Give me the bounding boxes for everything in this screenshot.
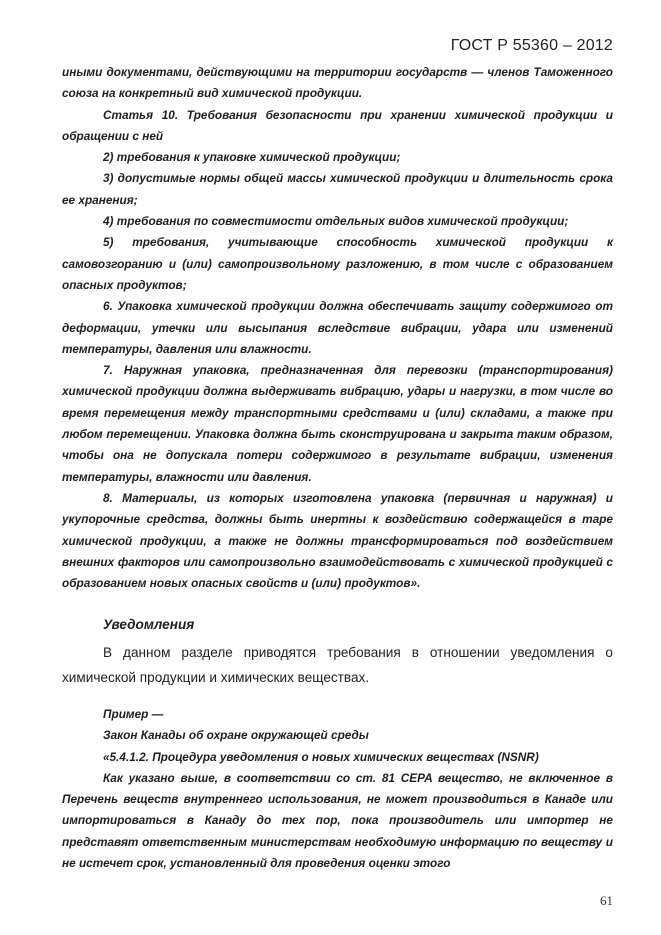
paragraph: Статья 10. Требования безопасности при хранении химической продукции и обращении с ней (62, 107, 613, 143)
example-law-title: Закон Канады об охране окружающей среды (103, 728, 369, 743)
paragraph: 6. Упаковка химической продукции должна обеспечивать защиту содержимого от деформации, утечки или высыпания вследствие вибрации, удара или изменений температуры, давления или влажности. (62, 299, 613, 356)
paragraph: В данном разделе приводятся требования в отношении уведомления о химической продукции и химических веществах. (62, 645, 613, 685)
page-number: 61 (600, 893, 613, 908)
paragraph: 7. Наружная упаковка, предназначенная для перевозки (транспортирования) химической продукции должна выдерживать вибрацию, удары и нагрузки, в том числе во время перемещения между транспортными средствами и (или) складами, а также при любом перемещении. Упаковка должна быть сконструирована и закрыта таким образом, чтобы она не допускала потери содержимого в результате вибрации, изменения температуры, влажности или давления. (62, 363, 613, 484)
paragraph: 5) требования, учитывающие способность химической продукции к самовозгоранию и (или) самопроизвольному разложению, в том числе с образованием опасных продуктов; (62, 235, 613, 292)
paragraph: 8. Материалы, из которых изготовлена упаковка (первичная и наружная) и укупорочные средства, должны быть инертны к воздействию содержащейся в таре химической продукции, а также не должны трансформироваться под воздействием внешних факторов или самопроизвольно взаимодействовать с химической продукцией с образованием новых опасных свойств и (или) продуктов». (62, 490, 613, 591)
example-text: Как указано выше, в соответствии со ст. 81 CEPA вещество, не включенное в Перечень веществ внутреннего использования, не может производиться в Канаде или импортироваться в Канаду до тех пор, пока производитель или импортер не представят ответственным министерствам необходимую информацию по веществу и не истечет срок, установленный для проведения оценки этого (62, 770, 613, 871)
example-procedure-title: «5.4.1.2. Процедура уведомления о новых химических веществах (NSNR) (103, 749, 539, 764)
paragraph: 3) допустимые нормы общей массы химической продукции и длительность срока ее хранения; (62, 171, 613, 207)
paragraph: иными документами, действующими на территории государств — членов Таможенного союза на конкретный вид химической продукции. (62, 65, 613, 101)
section-heading: Уведомления (103, 617, 195, 632)
paragraph: 2) требования к упаковке химической продукции; (103, 150, 401, 165)
example-block (62, 704, 613, 874)
standard-header: ГОСТ Р 55360 – 2012 (450, 37, 613, 54)
paragraph: 4) требования по совместимости отдельных видов химической продукции; (103, 214, 569, 229)
section-requirements (62, 62, 613, 594)
section-intro (62, 641, 613, 690)
example-label: Пример — (103, 707, 164, 721)
